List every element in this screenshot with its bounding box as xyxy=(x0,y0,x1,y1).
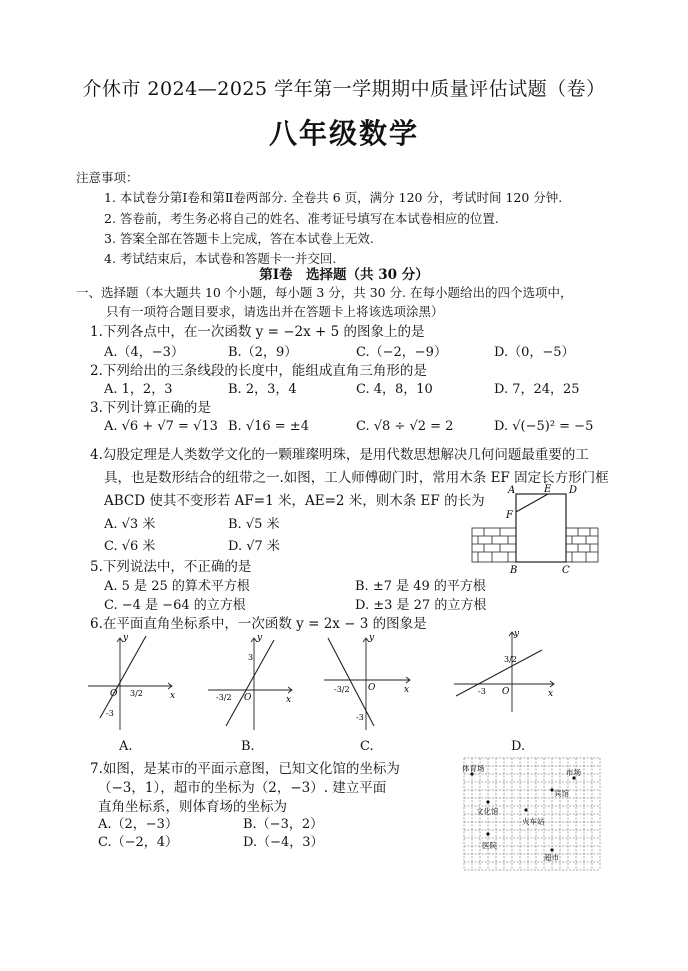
map-label-hotel: 宾馆 xyxy=(554,789,569,798)
svg-text:y: y xyxy=(257,633,263,643)
svg-text:-3/2: -3/2 xyxy=(216,693,232,702)
q7-option-d: D.（−4，3） xyxy=(243,835,324,850)
q2-option-d: D. 7，24，25 xyxy=(494,382,580,397)
q1-option-b: B.（2，9） xyxy=(228,345,298,360)
map-label-stadium: 体育场 xyxy=(462,764,485,773)
svg-text:x: x xyxy=(286,695,292,705)
svg-text:3: 3 xyxy=(248,653,254,662)
svg-text:3/2: 3/2 xyxy=(504,655,517,664)
question-7-stem: （−3，1），超市的坐标为（2，−3）. 建立平面 xyxy=(98,780,387,796)
question-2-stem: 2.下列给出的三条线段的长度中，能组成直角三角形的是 xyxy=(90,363,427,379)
question-1-stem: 1.下列各点中，在一次函数 y = −2x + 5 的图象上的是 xyxy=(90,324,425,340)
svg-text:O: O xyxy=(368,683,376,693)
section-heading: 第Ⅰ卷 选择题（共 30 分） xyxy=(259,267,429,283)
map-label-culture-hall: 文化馆 xyxy=(476,807,499,816)
notes-heading: 注意事项： xyxy=(76,170,139,185)
exam-title: 介休市 2024—2025 学年第一学期期中质量评估试题（卷） xyxy=(82,78,606,100)
q2-option-b: B. 2，3，4 xyxy=(228,382,297,397)
map-label-supermarket: 超市 xyxy=(544,853,559,862)
q4-option-c: C. √6 米 xyxy=(104,539,156,554)
map-label-market: 市场 xyxy=(566,768,581,777)
q6-letter-c: C. xyxy=(360,739,374,754)
q7-option-a: A.（2，−3） xyxy=(98,817,178,832)
graph-option-b xyxy=(204,630,304,734)
svg-text:O: O xyxy=(502,687,510,697)
fig-label-d: D xyxy=(569,485,578,496)
svg-text:O: O xyxy=(244,693,252,703)
question-4-stem: 具，也是数形结合的纽带之一.如图，工人师傅砌门时，常用木条 EF 固定长方形门框 xyxy=(104,470,609,486)
q1-option-d: D.（0，−5） xyxy=(494,345,575,360)
note-item: 3. 答案全部在答题卡上完成，答在本试卷上无效. xyxy=(104,231,374,246)
note-item: 1. 本试卷分第Ⅰ卷和第Ⅱ卷两部分. 全卷共 6 页，满分 120 分，考试时间 120 分钟. xyxy=(104,190,563,205)
q5-option-c: C. −4 是 −64 的立方根 xyxy=(104,598,246,613)
svg-text:-3: -3 xyxy=(106,709,114,718)
question-5-stem: 5.下列说法中，不正确的是 xyxy=(90,559,252,575)
fig-label-a: A xyxy=(508,485,516,496)
q3-option-b: B. √16 = ±4 xyxy=(228,419,309,434)
section-intro: 只有一项符合题目要求，请选出并在答题卡上将该选项涂黑） xyxy=(106,304,444,319)
q5-option-b: B. ±7 是 49 的平方根 xyxy=(355,579,486,594)
city-map-figure xyxy=(462,756,602,874)
q6-letter-a: A. xyxy=(119,739,133,754)
note-item: 2. 答卷前，考生务必将自己的姓名、准考证号填写在本试卷相应的位置. xyxy=(104,211,499,226)
question-7-stem: 7.如图，是某市的平面示意图，已知文化馆的坐标为 xyxy=(90,761,400,777)
q6-letter-d: D. xyxy=(511,739,526,754)
q7-option-b: B.（−3，2） xyxy=(243,817,324,832)
note-item: 4. 考试结束后，本试卷和答题卡一并交回. xyxy=(104,251,337,266)
graph-option-a xyxy=(84,630,184,734)
question-3-stem: 3.下列计算正确的是 xyxy=(90,400,211,416)
q1-option-c: C.（−2，−9） xyxy=(356,345,447,360)
svg-text:y: y xyxy=(514,629,520,639)
graph-option-d xyxy=(450,628,560,732)
fig-label-f: F xyxy=(506,510,513,521)
fig-label-b: B xyxy=(510,565,518,576)
question-6-stem: 6.在平面直角坐标系中，一次函数 y = 2x − 3 的图象是 xyxy=(90,616,427,632)
svg-text:x: x xyxy=(548,689,554,699)
svg-text:3/2: 3/2 xyxy=(130,689,143,698)
q2-option-c: C. 4，8，10 xyxy=(356,382,433,397)
svg-text:y: y xyxy=(123,633,129,643)
q4-option-d: D. √7 米 xyxy=(228,539,280,554)
question-7-stem: 直角坐标系，则体育场的坐标为 xyxy=(98,799,287,815)
q4-option-b: B. √5 米 xyxy=(228,517,280,532)
svg-text:-3: -3 xyxy=(356,713,364,722)
q3-option-a: A. √6 + √7 = √13 xyxy=(104,419,218,434)
q3-option-d: D. √(−5)² = −5 xyxy=(494,419,594,434)
svg-text:y: y xyxy=(369,633,375,643)
door-frame-figure xyxy=(470,484,600,576)
svg-text:x: x xyxy=(170,691,176,701)
map-label-hospital: 医院 xyxy=(482,841,497,850)
svg-text:x: x xyxy=(404,685,410,695)
exam-subject: 八年级数学 xyxy=(268,117,419,150)
q4-option-a: A. √3 米 xyxy=(104,517,156,532)
fig-label-e: E xyxy=(544,484,552,495)
question-4-stem: ABCD 使其不变形若 AF=1 米，AE=2 米，则木条 EF 的长为 xyxy=(104,493,485,509)
graph-option-c xyxy=(320,630,420,734)
svg-text:-3/2: -3/2 xyxy=(334,685,350,694)
svg-text:O: O xyxy=(110,689,118,699)
q5-option-d: D. ±3 是 27 的立方根 xyxy=(355,598,487,613)
section-intro: 一、选择题（本大题共 10 个小题，每小题 3 分，共 30 分. 在每小题给出的四个选项中， xyxy=(76,285,573,300)
svg-text:-3: -3 xyxy=(478,687,486,696)
q1-option-a: A.（4，−3） xyxy=(104,345,184,360)
fig-label-c: C xyxy=(562,565,570,576)
map-label-train-station: 火车站 xyxy=(522,817,545,826)
question-4-stem: 4.勾股定理是人类数学文化的一颗璀璨明珠，是用代数思想解决几何问题最重要的工 xyxy=(90,447,589,463)
q2-option-a: A. 1，2，3 xyxy=(104,382,173,397)
q3-option-c: C. √8 ÷ √2 = 2 xyxy=(356,419,454,434)
q6-letter-b: B. xyxy=(241,739,255,754)
q7-option-c: C.（−2，4） xyxy=(98,835,179,850)
q5-option-a: A. 5 是 25 的算术平方根 xyxy=(104,579,250,594)
